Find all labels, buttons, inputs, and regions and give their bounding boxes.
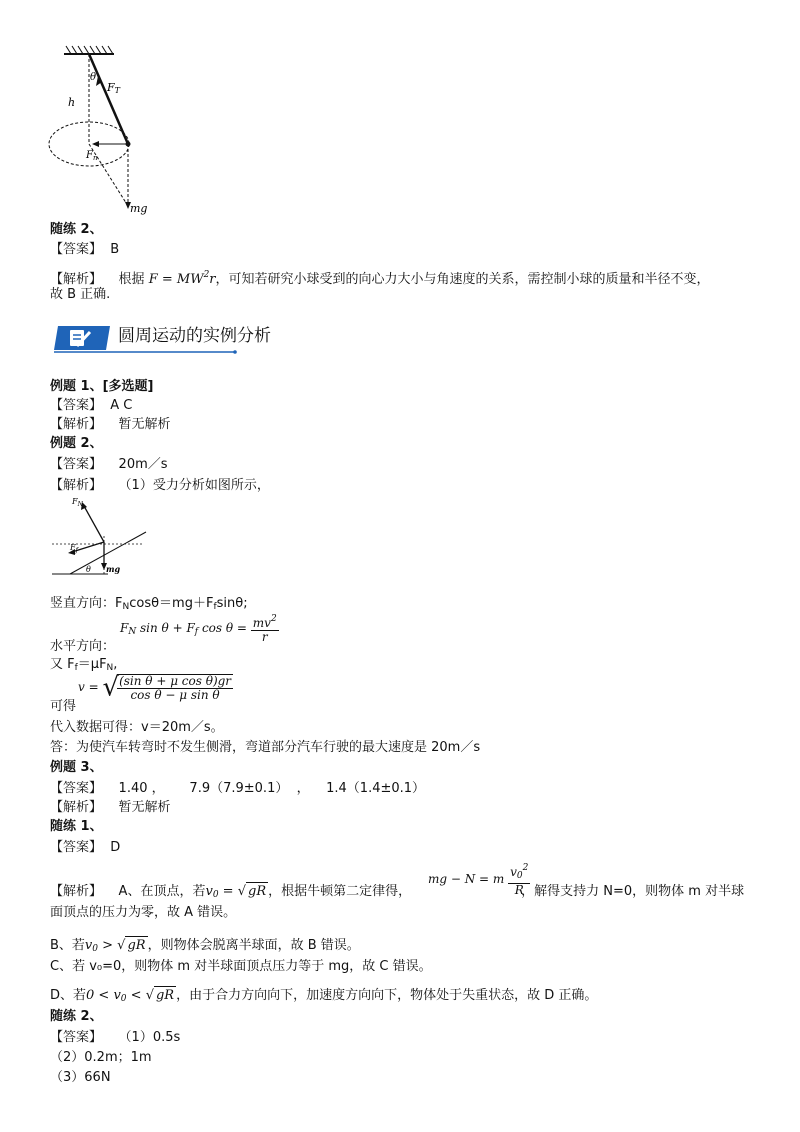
- ex2-horizontal-label: 水平方向：: [50, 639, 116, 654]
- drill1-analysis-d: D、若$0 < v_0$ < √ gR ，由于合力方向向下，加速度方向向下，物体处于失重状态，故 D 正确。: [50, 988, 598, 1004]
- ex2-analysis: 【解析】 （1）受力分析如图所示，: [50, 478, 270, 493]
- theta-angle-label: θ: [86, 565, 91, 574]
- drill1-analysis-a-line2: 面顶点的压力为零，故 A 错误。: [50, 905, 237, 920]
- drill2-analysis: 【解析】 根据 $F = MW^2r$，可知若研究小球受到的向心力大小与角速度的关系，需控制小球的质量和半径不变，: [50, 270, 710, 287]
- ex2-substitute: 代入数据可得：v＝20m／s。: [50, 720, 224, 735]
- drill1-analysis-a: 【解析】 A、在顶点，若$v_0$ = √ gR ，根据牛顿第二定律得， ，解得支持力 N=0，则物体 m 对半球: [50, 884, 745, 900]
- ex2-conclusion: 答：为使汽车转弯时不发生侧滑，弯道部分汽车行驶的最大速度是 20m／s: [50, 740, 481, 755]
- ex1-title: 例题 1、[多选题]: [50, 379, 154, 394]
- ex1-answer: 【答案】 A C: [50, 398, 133, 413]
- drill2b-answer: 【答案】 （1）0.5s: [50, 1030, 181, 1045]
- drill2b-title: 随练 2、: [50, 1009, 103, 1024]
- ex3-title: 例题 3、: [50, 760, 103, 775]
- drill1-newton-formula: mg − N = m $\frac{v_0^2}{R}$: [428, 863, 529, 897]
- mg-label: mg: [106, 564, 121, 574]
- ex2-can-get: 可得: [50, 699, 77, 714]
- ex2-answer: 【答案】 20m／s: [50, 457, 168, 472]
- ex2-title: 例题 2、: [50, 436, 103, 451]
- car-force-diagram: [48, 494, 150, 578]
- conical-pendulum-figure: [44, 44, 154, 216]
- ex3-answer: 【答案】 1.40 ， 7.9（7.9±0.1） ， 1.4（1.4±0.1）: [50, 781, 426, 796]
- ex1-analysis: 【解析】 暂无解析: [50, 417, 171, 432]
- ex2-also: 又 $F_f=\mu F_N$,: [50, 657, 118, 673]
- height-label: h: [68, 96, 76, 109]
- drill1-answer: 【答案】 D: [50, 840, 121, 855]
- ex3-analysis: 【解析】 暂无解析: [50, 800, 171, 815]
- drill1-title: 随练 1、: [50, 819, 103, 834]
- centripetal-formula: $F = MW^2r$: [148, 270, 216, 287]
- ex2-vertical: 竖直方向：$F_N\cos\theta=mg+F_f\sin\theta$;: [50, 596, 248, 612]
- weight-label: mg: [130, 202, 148, 215]
- fn-label: $F_N$: [72, 497, 83, 508]
- normal-force-label: $F_n$: [86, 150, 98, 162]
- drill1-analysis-b: B、若$v_0$ > √ gR ，则物体会脱离半球面，故 B 错误。: [50, 938, 360, 954]
- drill2b-answer2: （2）0.2m；1m: [50, 1050, 152, 1065]
- drill2-analysis-line2: 故 B 正确.: [50, 287, 111, 302]
- section-title: 圆周运动的实例分析: [118, 326, 271, 346]
- drill2-answer: 【答案】 B: [50, 242, 120, 257]
- ff-label: $F_f$: [70, 543, 78, 554]
- ex2-velocity-formula: v = √ $\frac{\text{(sin θ + μ cos θ)gr}}{\text{cos θ − μ sin θ}}$: [78, 672, 232, 703]
- drill1-analysis-c: C、若 v₀=0，则物体 m 对半球面顶点压力等于 mg，故 C 错误。: [50, 959, 432, 974]
- tension-label: FT: [107, 81, 120, 95]
- drill2-title: 随练 2、: [50, 222, 103, 237]
- theta-label: θ: [90, 72, 97, 83]
- ex2-horizontal-formula: $F_N$ $\sin \theta + F_f$ cos θ = $\frac{mv^2}{r}$: [120, 614, 277, 644]
- drill2b-answer3: （3）66N: [50, 1070, 111, 1085]
